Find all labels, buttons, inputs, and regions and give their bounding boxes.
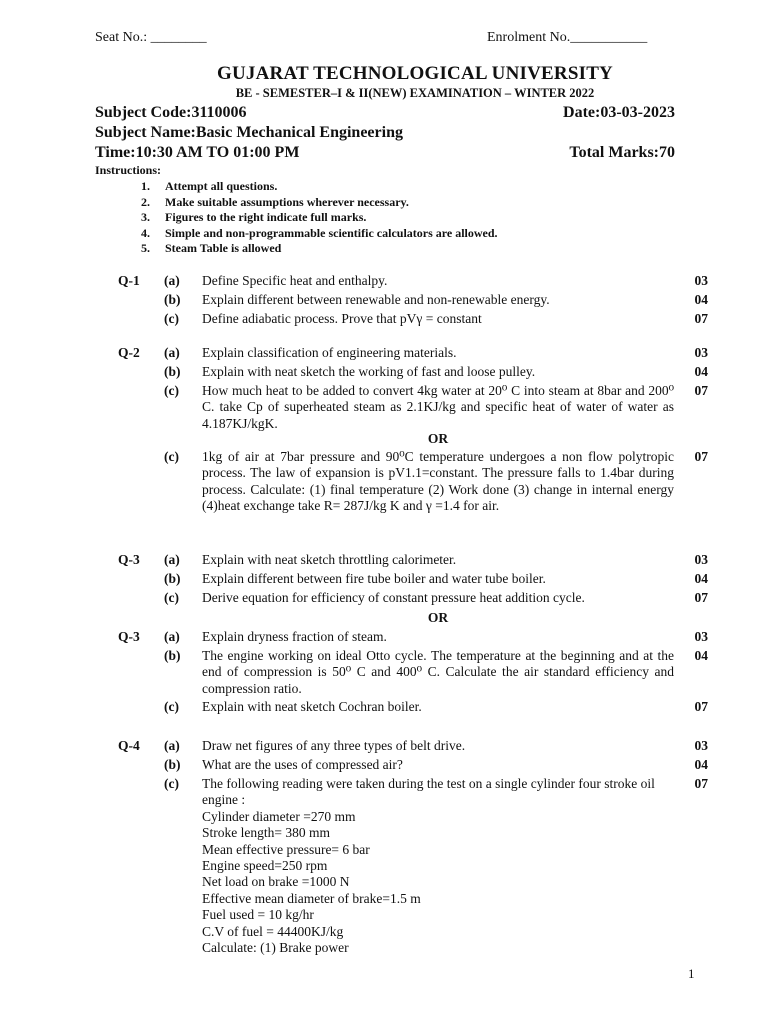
question-part: (c) The following reading were taken during the test on a single cylinder four stroke oil engine : 07 (164, 776, 708, 808)
question-part: Q-3 (a) Explain dryness fraction of steam. 03 (118, 629, 708, 644)
question-number: Q-2 (118, 345, 140, 360)
reading-line: Effective mean diameter of brake=1.5 m (202, 890, 421, 906)
subject-name-row (95, 124, 675, 142)
question-part: (c) Derive equation for efficiency of constant pressure heat addition cycle. 07 (164, 590, 708, 605)
marks: 04 (694, 571, 708, 586)
question-part: Q-2 (a) Explain classification of engineering materials. 03 (118, 345, 708, 360)
instruction-item: 4. Simple and non-programmable scientific calculators are allowed. (141, 225, 498, 240)
marks: 03 (694, 738, 708, 753)
question-number: Q-3 (118, 629, 140, 644)
reading-line: C.V of fuel = 44400KJ/kg (202, 923, 344, 939)
instruction-item: 5. Steam Table is allowed (141, 241, 282, 255)
marks: 03 (694, 273, 708, 288)
instruction-item: 3. Figures to the right indicate full marks. (141, 210, 367, 224)
university-title: GUJARAT TECHNOLOGICAL UNIVERSITY (217, 63, 613, 84)
reading-line: Stroke length= 380 mm (202, 825, 330, 841)
question-part: (c) Explain with neat sketch Cochran boiler. 07 (164, 699, 708, 715)
instructions-list (141, 179, 498, 257)
question-number: Q-3 (118, 552, 140, 567)
question-part: (b) What are the uses of compressed air? 04 (164, 757, 708, 772)
instruction-item: 2. Make suitable assumptions wherever necessary. (141, 194, 409, 209)
exam-time: Time:10:30 AM TO 01:00 PM (95, 144, 300, 161)
or-divider: OR (427, 610, 449, 625)
question-part: (c) How much heat to be added to convert 4kg water at 20⁰ C into steam at 8bar and 200⁰ C. take Cp of superheated steam as 2.1KJ/kg and specific heat of water of water as 4.187KJ/kgK. 07 (164, 383, 708, 431)
marks: 07 (694, 449, 708, 464)
reading-line: Calculate: (1) Brake power (202, 940, 349, 956)
question-part: Q-1 (a) Define Specific heat and enthalpy. 03 (118, 273, 708, 288)
or-divider: OR (427, 431, 449, 446)
question-1 (118, 273, 708, 327)
exam-date: Date:03-03-2023 (563, 104, 675, 121)
subject-name: Subject Name:Basic Mechanical Engineering (95, 124, 403, 141)
subject-code: Subject Code:3110006 (95, 104, 247, 121)
total-marks: Total Marks:70 (569, 144, 675, 161)
question-part: (b) The engine working on ideal Otto cycle. The temperature at the beginning and at the end of compression is 50⁰ C and 400⁰ C. Calculate the air standard efficiency and compression ratio. 04 (164, 648, 708, 696)
question-part: (b) Explain different between fire tube boiler and water tube boiler. 04 (164, 571, 708, 586)
marks: 04 (694, 364, 708, 379)
question-2 (118, 345, 708, 432)
reading-line: Mean effective pressure= 6 bar (202, 841, 370, 857)
subject-code-row (95, 104, 675, 122)
marks: 03 (694, 552, 708, 567)
time-row (95, 144, 675, 162)
marks: 07 (694, 311, 708, 326)
reading-line: Fuel used = 10 kg/hr (202, 907, 314, 923)
question-part: (c) Define adiabatic process. Prove that pVγ = constant 07 (164, 311, 708, 326)
marks: 07 (694, 383, 708, 398)
question-part: (c) 1kg of air at 7bar pressure and 90⁰C temperature undergoes a non flow polytropic process. The law of expansion is pV1.1=constant. The pressure falls to 1.4bar during process. Calculate: (1) final temperature (2) Work done (3) change in internal energy (4)heat exchange take R= 287J/kg K and γ =1.4 for air. 07 (164, 449, 708, 514)
question-2-alternative (118, 449, 708, 515)
marks: 07 (694, 776, 708, 791)
marks: 03 (694, 629, 708, 644)
marks: 07 (694, 699, 708, 715)
marks: 04 (694, 292, 708, 307)
seat-number: Seat No.: ________ (95, 30, 207, 45)
question-part: Q-3 (a) Explain with neat sketch throttling calorimeter. 03 (118, 552, 708, 567)
reading-line: Net load on brake =1000 N (202, 874, 350, 890)
exam-title: BE - SEMESTER–I & II(NEW) EXAMINATION – WINTER 2022 (235, 86, 595, 100)
enrolment-number: Enrolment No.___________ (487, 30, 648, 45)
question-number: Q-1 (118, 273, 140, 288)
question-part: Q-4 (a) Draw net figures of any three types of belt drive. 03 (118, 738, 708, 753)
instructions-title: Instructions: (95, 163, 162, 177)
marks: 04 (694, 648, 708, 663)
marks: 04 (694, 757, 708, 772)
instruction-item: 1. Attempt all questions. (141, 179, 278, 193)
question-3-alternative (118, 629, 708, 716)
engine-readings (202, 809, 708, 957)
reading-line: Cylinder diameter =270 mm (202, 808, 356, 824)
reading-line: Engine speed=250 rpm (202, 858, 328, 874)
question-part: (b) Explain with neat sketch the working of fast and loose pulley. 04 (164, 364, 708, 379)
question-3 (118, 552, 708, 606)
marks: 07 (694, 590, 708, 605)
question-4 (118, 738, 708, 956)
question-part: (b) Explain different between renewable and non-renewable energy. 04 (164, 292, 708, 307)
page-number: 1 (688, 966, 695, 981)
marks: 03 (694, 345, 708, 360)
question-number: Q-4 (118, 738, 140, 753)
